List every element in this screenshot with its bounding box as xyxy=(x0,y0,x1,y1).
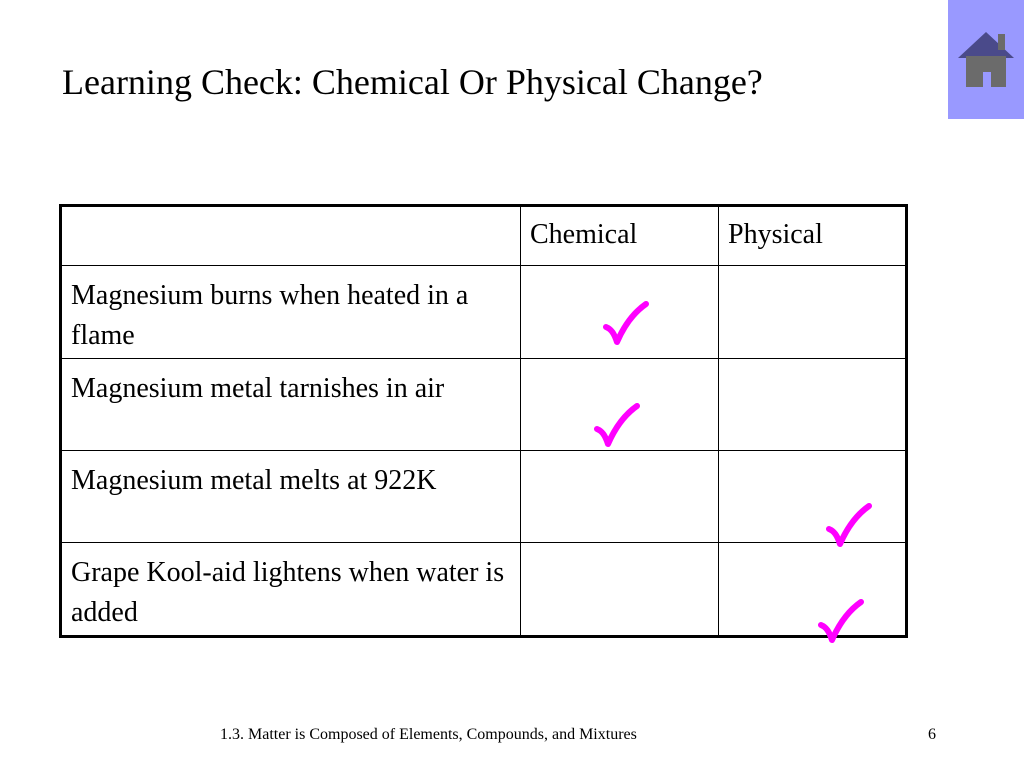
table-header-row xyxy=(61,206,907,266)
physical-cell xyxy=(719,359,907,451)
check-mark-icon xyxy=(593,402,643,452)
chemical-cell xyxy=(521,543,719,637)
chemical-cell xyxy=(521,451,719,543)
answer-table xyxy=(59,204,908,638)
page-number: 6 xyxy=(928,726,936,743)
check-mark-icon xyxy=(825,502,875,552)
home-button[interactable] xyxy=(948,0,1024,119)
check-mark-icon xyxy=(817,598,867,648)
header-cell-physical: Physical xyxy=(719,206,907,266)
header-cell-blank xyxy=(61,206,521,266)
slide-title: Learning Check: Chemical Or Physical Change? xyxy=(62,62,763,102)
row-description: Magnesium metal tarnishes in air xyxy=(61,359,521,451)
footer-text: 1.3. Matter is Composed of Elements, Compounds, and Mixtures xyxy=(220,726,637,743)
table-row xyxy=(61,266,907,359)
row-description: Magnesium burns when heated in a flame xyxy=(61,266,521,359)
physical-cell xyxy=(719,543,907,637)
physical-cell xyxy=(719,266,907,359)
table-row xyxy=(61,543,907,637)
home-icon xyxy=(954,28,1018,90)
table-row xyxy=(61,359,907,451)
row-description: Magnesium metal melts at 922K xyxy=(61,451,521,543)
physical-cell xyxy=(719,451,907,543)
check-mark-icon xyxy=(602,300,652,350)
row-description: Grape Kool-aid lightens when water is added xyxy=(61,543,521,637)
table-row xyxy=(61,451,907,543)
header-cell-chemical: Chemical xyxy=(521,206,719,266)
